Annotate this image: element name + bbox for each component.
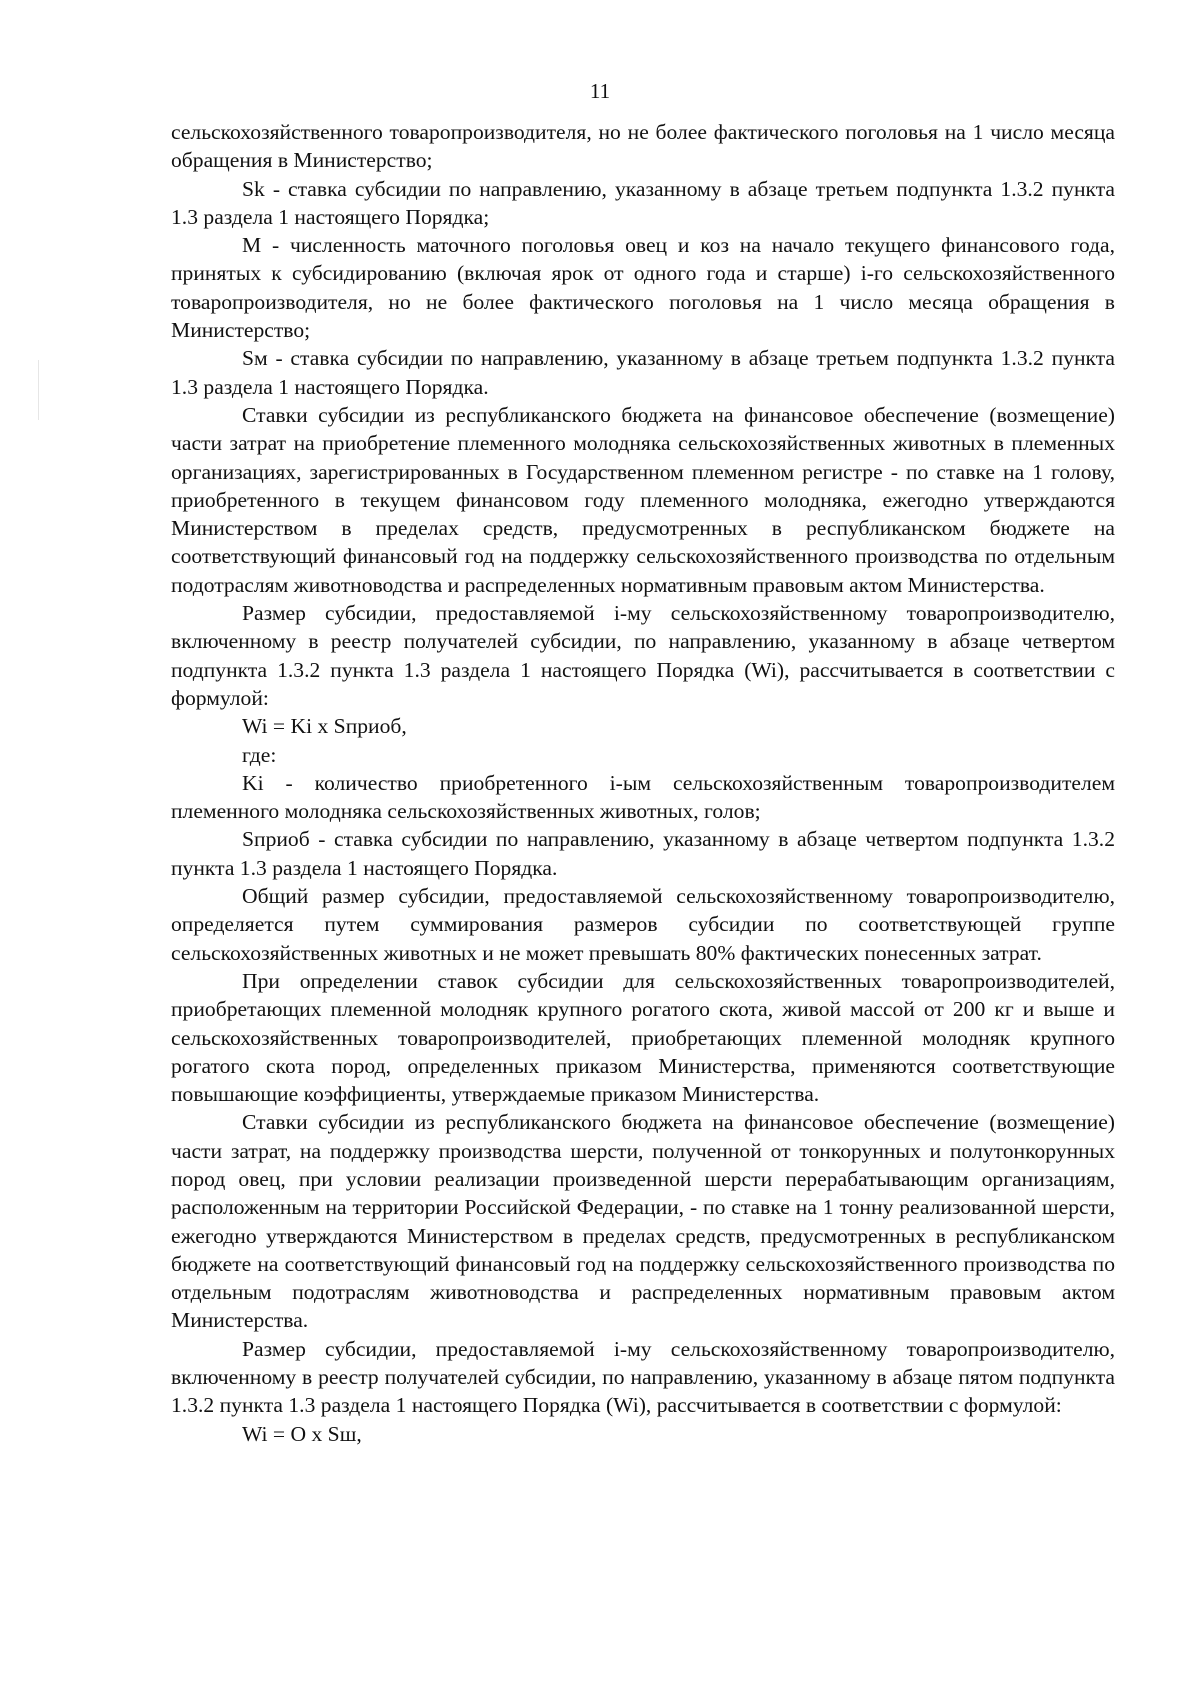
document-body xyxy=(171,118,1115,1448)
paragraph-breeding-rates: Ставки субсидии из республиканского бюджета на финансовое обеспечение (возмещение) части затрат на приобретение племенного молодняка сельскохозяйственных животных в племенных организациях, зарегистрированных в Государственном племенном регистре - по ставке на 1 голову, приобретенного в текущем финансовом году племенного молодняка, ежегодно утверждаются Министерством в пределах средств, предусмотренных в республиканском бюджете на соответствующий финансовый год на поддержку сельскохозяйственного производства по отдельным подотраслям животноводства и распределенных нормативным правовым актом Министерства. xyxy=(171,402,1115,597)
paragraph-wool-rates: Ставки субсидии из республиканского бюджета на финансовое обеспечение (возмещение) части затрат, на поддержку производства шерсти, полученной от тонкорунных и полутонкорунных пород овец, при условии реализации произведенной шерсти перерабатывающим организациям, расположенным на территории Российской Федерации, - по ставке на 1 тонну реализованной шерсти, ежегодно утверждаются Министерством в пределах средств, предусмотренных в республиканском бюджете на соответствующий финансовый год на поддержку сельскохозяйственного производства по отдельным подотраслям животноводства и распределенных нормативным правовым актом Министерства. xyxy=(171,1110,1115,1333)
paragraph-sm-definition: Sм - ставка субсидии по направлению, указанному в абзаце третьем подпункта 1.3.2 пункта 1.3 раздела 1 настоящего Порядка. xyxy=(171,346,1115,399)
paragraph-subsidy-size-formula-intro: Размер субсидии, предоставляемой i-му сельскохозяйственному товаропроизводителю, включенному в реестр получателей субсидии, по направлению, указанному в абзаце четвертом подпункта 1.3.2 пункта 1.3 раздела 1 настоящего Порядка (Wi), рассчитывается в соответствии с формулой: xyxy=(171,601,1115,710)
formula-wi-o: Wi = O x Sш, xyxy=(242,1421,362,1446)
paragraph-coefficients: При определении ставок субсидии для сельскохозяйственных товаропроизводителей, приобретающих племенной молодняк крупного рогатого скота, живой массой от 200 кг и выше и сельскохозяйственных товаропроизводителей, приобретающих племенной молодняк крупного рогатого скота пород, определенных приказом Министерства, применяются соответствующие повышающие коэффициенты, утверждаемые приказом Министерства. xyxy=(171,968,1115,1107)
paragraph-m-definition: М - численность маточного поголовья овец и коз на начало текущего финансового года, принятых к субсидированию (включая ярок от одного года и старше) i-го сельскохозяйственного товаропроизводителя, но не более фактического поголовья на 1 число месяца обращения в Министерство; xyxy=(171,233,1115,343)
paragraph-ki-definition: Ki - количество приобретенного i-ым сельскохозяйственным товаропроизводителем племенного молодняка сельскохозяйственных животных, голов; xyxy=(171,770,1115,824)
scan-artifact-line xyxy=(38,360,39,420)
formula-wi-ki: Wi = Ki x Sприоб, xyxy=(242,714,407,739)
paragraph-wool-subsidy-formula-intro: Размер субсидии, предоставляемой i-му сельскохозяйственному товаропроизводителю, включенному в реестр получателей субсидии, по направлению, указанному в абзаце пятом подпункта 1.3.2 пункта 1.3 раздела 1 настоящего Порядка (Wi), рассчитывается в соответствии с формулой: xyxy=(171,1336,1115,1418)
page-number: 11 xyxy=(589,79,611,103)
formula-where-label: где: xyxy=(242,742,277,767)
paragraph-continuation: сельскохозяйственного товаропроизводителя, но не более фактического поголовья на 1 число месяца обращения в Министерство; xyxy=(171,120,1115,173)
paragraph-sprio-definition: Sприоб - ставка субсидии по направлению, указанному в абзаце четвертом подпункта 1.3.2 пункта 1.3 раздела 1 настоящего Порядка. xyxy=(171,827,1115,880)
paragraph-sk-definition: Sk - ставка субсидии по направлению, указанному в абзаце третьем подпункта 1.3.2 пункта 1.3 раздела 1 настоящего Порядка; xyxy=(171,176,1115,229)
paragraph-total-subsidy: Общий размер субсидии, предоставляемой сельскохозяйственному товаропроизводителю, определяется путем суммирования размеров субсидии по соответствующей группе сельскохозяйственных животных и не может превышать 80% фактических понесенных затрат. xyxy=(171,884,1115,965)
